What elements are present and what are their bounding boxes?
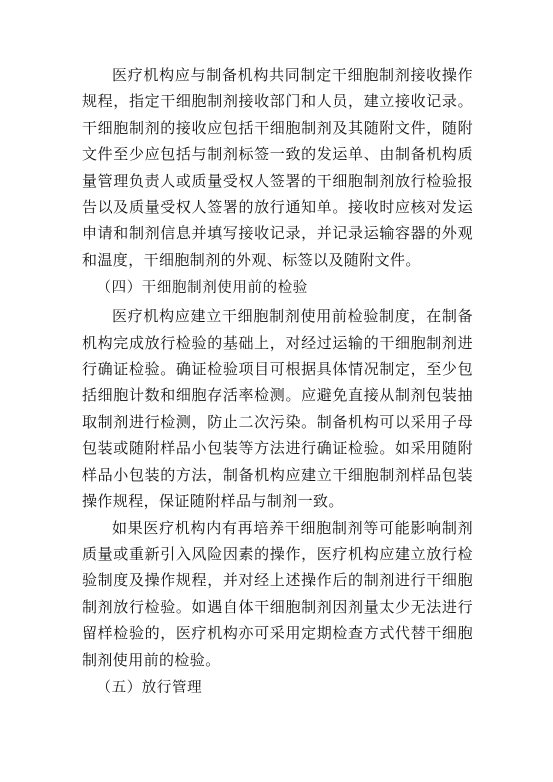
section-heading-release-management: （五）放行管理 [96,679,203,696]
paragraph-receiving-procedure: 医疗机构应与制备机构共同制定干细胞制剂接收操作规程，指定干细胞制剂接收部门和人员，建立接收记录。干细胞制剂的接收应包括干细胞制剂及其随附文件，随附文件至少应包括与制剂标签一致的发运单、由制备机构质量管理负责人或质量受权人签署的干细胞制剂放行检验报告以及质量受权人签署的放行通知单。接收时应核对发运申请和制剂信息并填写接收记录，并记录运输容器的外观和温度，干细胞制剂的外观、标签以及随附文件。 [82,66,473,269]
paragraph-pre-use-inspection: 医疗机构应建立干细胞制剂使用前检验制度，在制备机构完成放行检验的基础上，对经过运输的干细胞制剂进行确证检验。确证检验项目可根据具体情况制定，至少包括细胞计数和细胞存活率检测。应避免直接从制剂包装抽取制剂进行检测，防止二次污染。制备机构可以采用子母包装或随附样品小包装等方法进行确证检验。如采用随附样品小包装的方法，制备机构应建立干细胞制剂样品包装操作规程，保证随附样品与制剂一致。 [82,307,473,511]
paragraph-reculture-release: 如果医疗机构内有再培养干细胞制剂等可能影响制剂质量或重新引入风险因素的操作，医疗机构应建立放行检验制度及操作规程，并对经上述操作后的制剂进行干细胞制剂放行检验。如遇自体干细胞制剂因剂量太少无法进行留样检验的，医疗机构亦可采用定期检查方式代替干细胞制剂使用前的检验。 [82,518,473,669]
document-body [82,62,473,703]
section-heading-pre-use-inspection: （四）干细胞制剂使用前的检验 [96,280,308,297]
